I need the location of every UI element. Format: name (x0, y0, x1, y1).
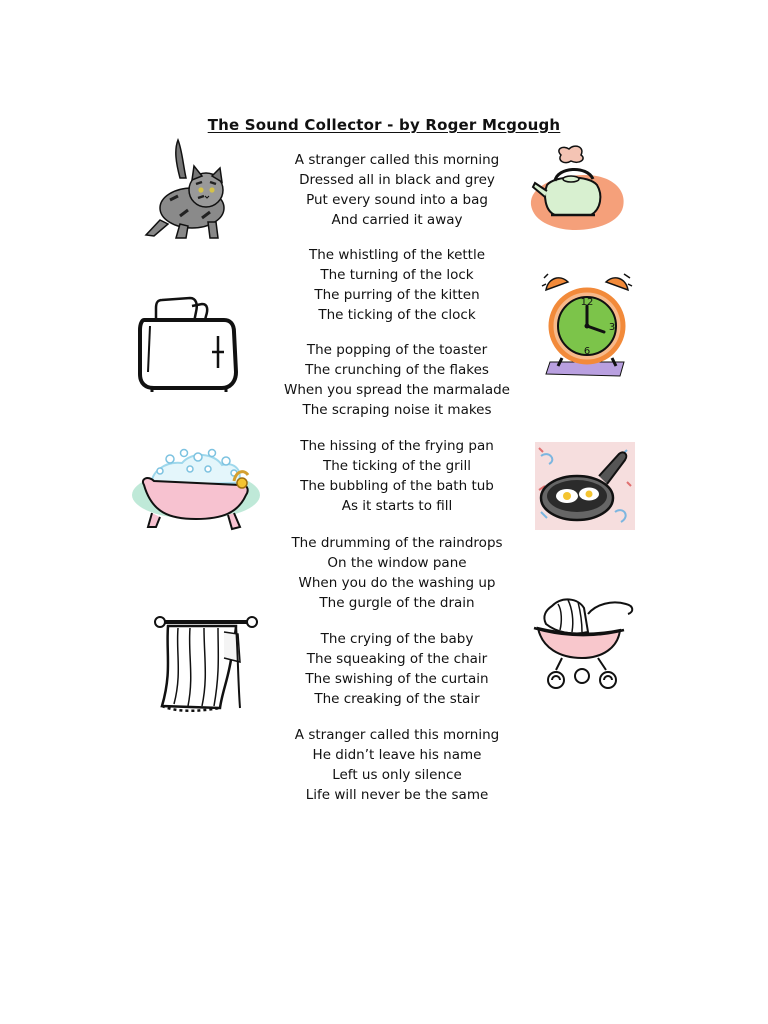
poem-line: A stranger called this morning (294, 727, 500, 743)
kitten-icon (140, 138, 230, 243)
poem-line: The scraping noise it makes (302, 402, 492, 418)
clock-number-6: 6 (583, 346, 591, 357)
stanza-1 (234, 150, 560, 230)
kettle-icon (525, 145, 630, 235)
poem-line: The ticking of the clock (318, 307, 476, 323)
stanza-2 (234, 245, 560, 325)
frying-pan-icon (535, 442, 635, 530)
curtain-icon (152, 612, 262, 714)
poem-line: The popping of the toaster (306, 342, 488, 358)
poem-line: The creaking of the stair (314, 691, 480, 707)
poem-line: The hissing of the frying pan (300, 438, 494, 454)
poem-line: The drumming of the raindrops (291, 535, 503, 551)
poem-line: The ticking of the grill (323, 458, 471, 474)
poem-line: The crunching of the flakes (305, 362, 489, 378)
poem-line: Left us only silence (332, 767, 462, 783)
poem-line: The purring of the kitten (314, 287, 480, 303)
poem-line: The squeaking of the chair (306, 651, 488, 667)
bathtub-icon (130, 447, 270, 542)
poem-line: Put every sound into a bag (306, 192, 488, 208)
poem-line: Life will never be the same (305, 787, 489, 803)
poem-line: When you spread the marmalade (284, 382, 510, 398)
toaster-icon (136, 292, 241, 397)
poem-line: The turning of the lock (320, 267, 474, 283)
poem-line: And carried it away (331, 212, 463, 228)
stanza-4 (234, 436, 560, 516)
poem-line: The gurgle of the drain (319, 595, 475, 611)
poem-line: On the window pane (327, 555, 467, 571)
poem-line: The whistling of the kettle (308, 247, 486, 263)
poem-title: The Sound Collector - by Roger Mcgough (207, 116, 561, 134)
poem-line: The bubbling of the bath tub (300, 478, 494, 494)
poem-line: He didn’t leave his name (312, 747, 482, 763)
alarm-clock-icon (540, 270, 635, 380)
stanza-5 (234, 533, 560, 613)
poem-line: Dressed all in black and grey (299, 172, 495, 188)
stanza-7 (234, 725, 560, 805)
stanza-3 (234, 340, 560, 420)
clock-number-3: 3 (608, 322, 616, 333)
poem-line: The swishing of the curtain (305, 671, 489, 687)
poem-line: When you do the washing up (298, 575, 496, 591)
pram-icon (532, 596, 637, 694)
poem-line: The crying of the baby (320, 631, 474, 647)
stanza-6 (234, 629, 560, 709)
clock-number-12: 12 (580, 297, 594, 308)
poem-line: A stranger called this morning (294, 152, 500, 168)
poem-line: As it starts to fill (341, 498, 453, 514)
